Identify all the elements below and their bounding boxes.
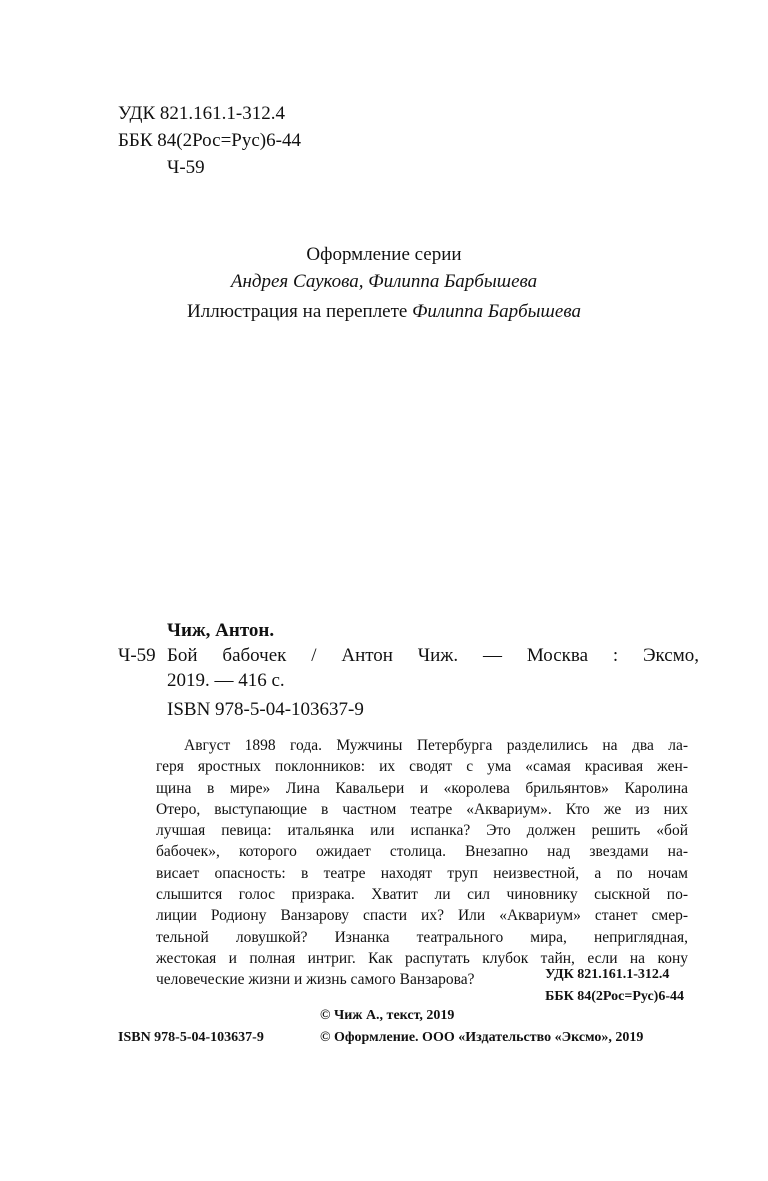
- series-design-label: Оформление серии: [306, 244, 462, 265]
- record-author: Чиж, Антон.: [167, 620, 275, 641]
- annotation-line: человеческие жизни и жизнь самого Ванзарова?: [156, 971, 475, 989]
- annotation-line: жестокая и полная интриг. Как распутать клубок тайн, если на кону: [156, 949, 688, 967]
- record-title-line: Бой бабочек / Антон Чиж. — Москва : Эксмо,: [167, 645, 699, 666]
- bottom-classification-codes: [545, 964, 684, 1008]
- bottom-bbk-code: ББК 84(2Рос=Рус)6-44: [545, 989, 684, 1004]
- record-title-continuation: 2019. — 416 с.: [167, 670, 285, 691]
- annotation-line: геря яростных поклонников: их сводят с ума «самая красивая жен-: [156, 758, 688, 776]
- record-author-mark: Ч-59: [118, 645, 156, 666]
- record-isbn: ISBN 978-5-04-103637-9: [167, 699, 364, 720]
- text-copyright: © Чиж А., текст, 2019: [320, 1008, 455, 1023]
- cover-illustration-label: Иллюстрация на переплете: [187, 301, 408, 322]
- annotation-line: бабочек», которого ожидает столица. Внезапно над звездами на-: [156, 843, 688, 861]
- bibliographic-record: [118, 618, 699, 693]
- udk-code: УДК 821.161.1-312.4: [118, 103, 285, 124]
- annotation: [156, 735, 688, 991]
- author-mark: Ч-59: [167, 157, 205, 178]
- cover-illustration-credit: [0, 298, 768, 325]
- series-design-names: Андрея Саукова, Филиппа Барбышева: [230, 271, 538, 292]
- bottom-udk-code: УДК 821.161.1-312.4: [545, 967, 670, 982]
- annotation-line: лучшая певица: итальянка или испанка? Это должен решить «бой: [156, 822, 688, 840]
- annotation-line: тельной ловушкой? Изнанка театрального мира, неприглядная,: [156, 928, 688, 946]
- annotation-line: Отеро, выступающие в частном театре «Аквариум». Кто же из них: [156, 800, 688, 818]
- bbk-code: ББК 84(2Рос=Рус)6-44: [118, 130, 301, 151]
- copyright-block: [118, 1005, 643, 1049]
- annotation-line: лиции Родиону Ванзарову спасти их? Или «Аквариум» станет смер-: [156, 907, 688, 925]
- annotation-line: слышится голос призрака. Хватит ли сил чиновнику сыскной по-: [156, 886, 688, 904]
- cover-illustration-name: Филиппа Барбышева: [412, 301, 581, 322]
- copyright-isbn: ISBN 978-5-04-103637-9: [118, 1030, 264, 1045]
- series-design-credit: [0, 241, 768, 295]
- classification-codes: [118, 100, 301, 181]
- design-copyright: © Оформление. ООО «Издательство «Эксмо», 2019: [320, 1030, 644, 1045]
- annotation-line: висает опасность: в театре находят труп неизвестной, а по ночам: [156, 864, 688, 882]
- annotation-line: Август 1898 года. Мужчины Петербурга разделились на два ла-: [184, 737, 688, 754]
- annotation-line: щина в мире» Лина Кавальери и «королева брильянтов» Каролина: [156, 779, 688, 797]
